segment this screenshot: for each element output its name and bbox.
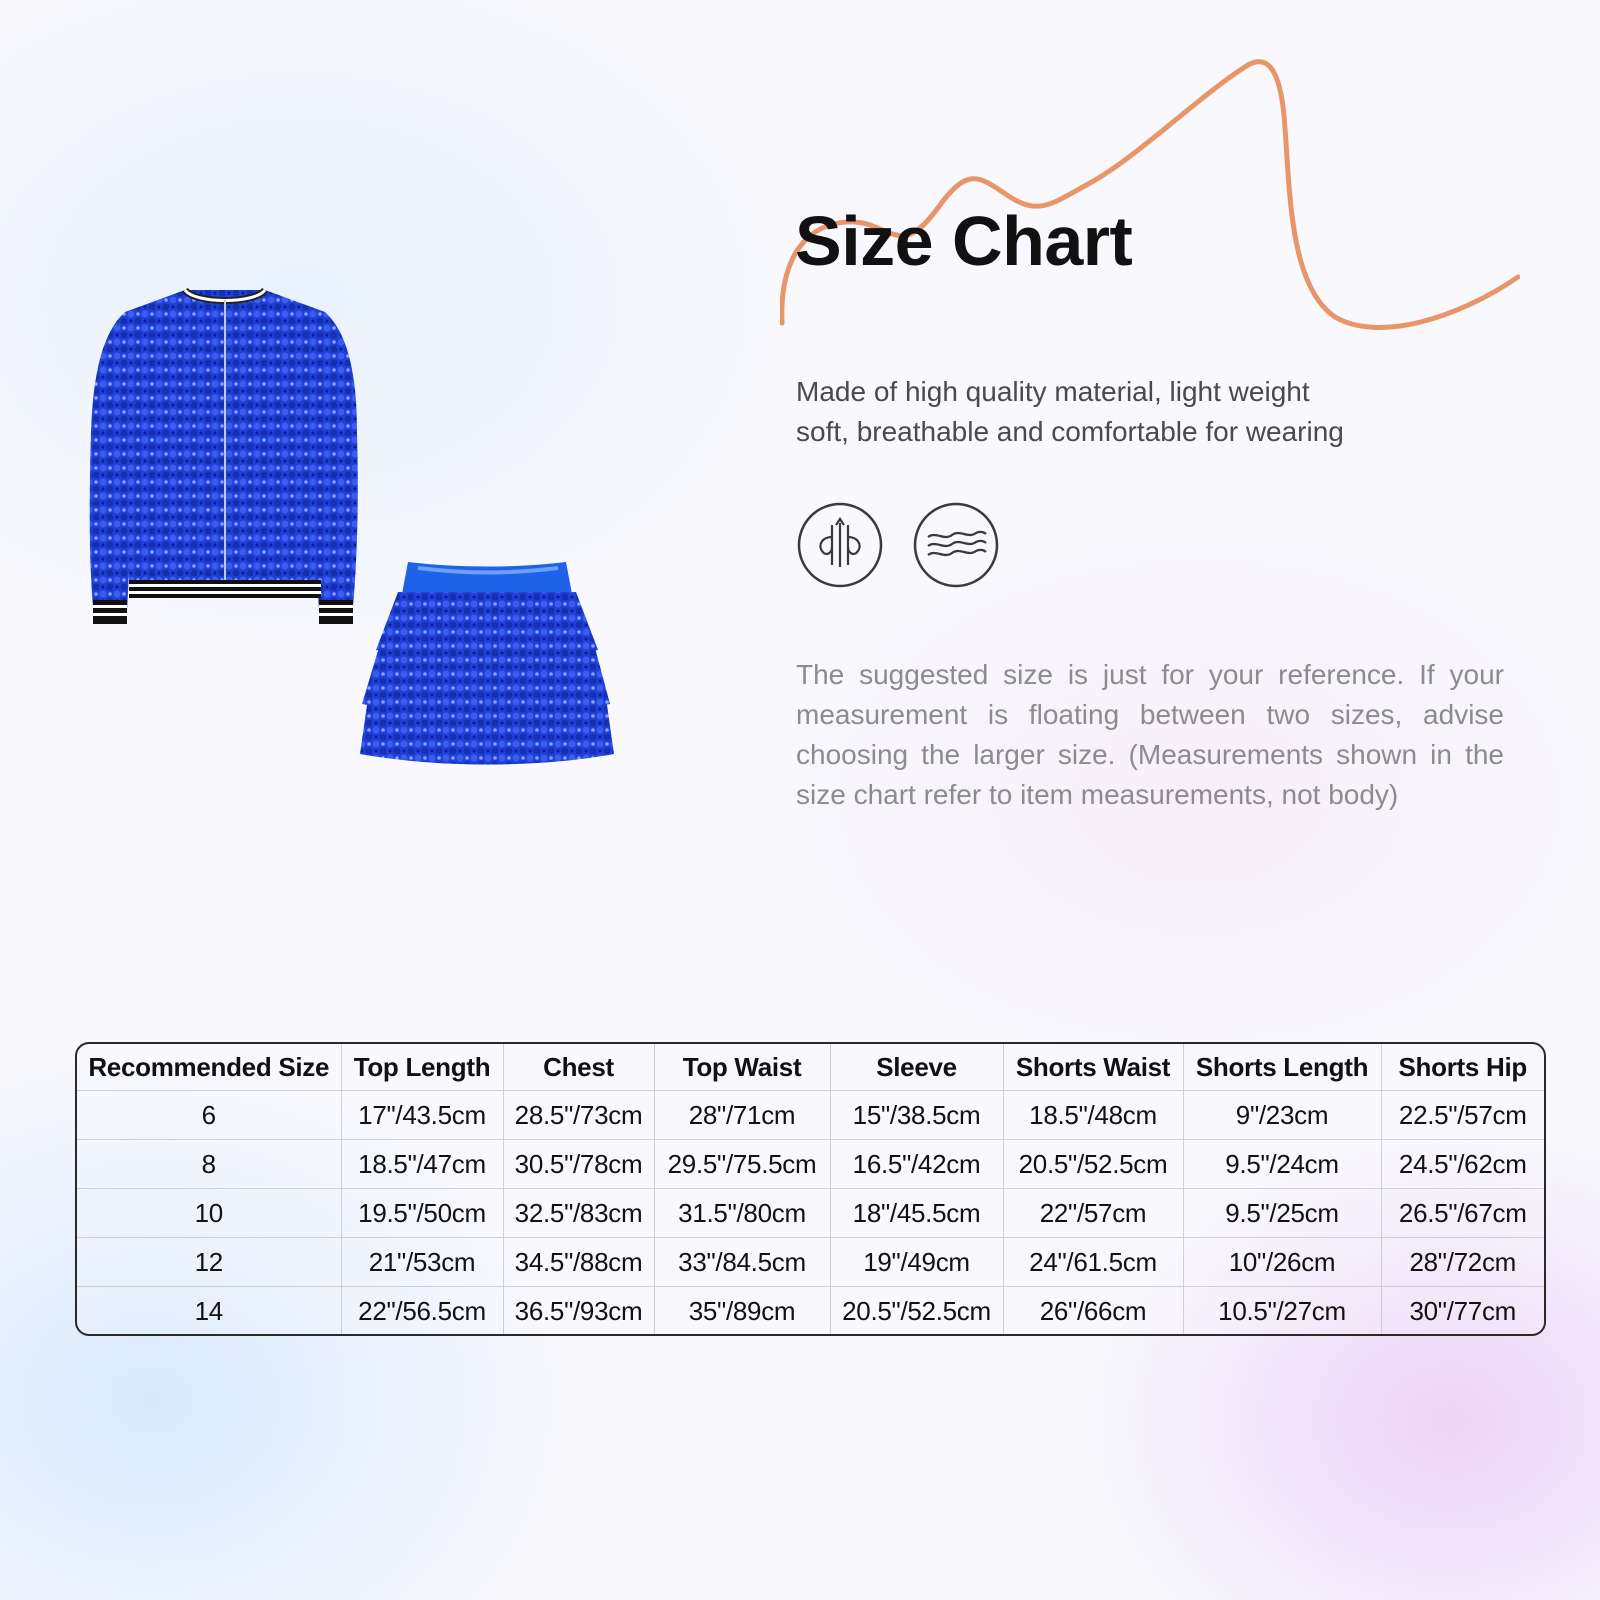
header-top-length: Top Length [341, 1044, 503, 1091]
soft-wave-icon [912, 501, 1000, 589]
header-top-waist: Top Waist [654, 1044, 830, 1091]
sequin-jacket-image [85, 282, 365, 642]
table-cell: 33"/84.5cm [654, 1238, 830, 1287]
table-row [77, 1140, 1544, 1189]
sequin-skirt-image [358, 558, 618, 768]
table-cell: 18"/45.5cm [830, 1189, 1003, 1238]
table-cell: 26.5"/67cm [1381, 1189, 1544, 1238]
table-cell: 22.5"/57cm [1381, 1091, 1544, 1140]
table-cell: 22"/57cm [1003, 1189, 1183, 1238]
table-row [77, 1287, 1544, 1336]
table-cell: 24"/61.5cm [1003, 1238, 1183, 1287]
table-cell: 17"/43.5cm [341, 1091, 503, 1140]
table-cell: 14 [77, 1287, 341, 1336]
table-cell: 20.5"/52.5cm [1003, 1140, 1183, 1189]
breathable-fabric-icon [796, 501, 884, 589]
table-cell: 8 [77, 1140, 341, 1189]
table-cell: 30.5"/78cm [503, 1140, 654, 1189]
header-recommended-size: Recommended Size [77, 1044, 341, 1091]
table-cell: 21"/53cm [341, 1238, 503, 1287]
table-cell: 19"/49cm [830, 1238, 1003, 1287]
header-shorts-length: Shorts Length [1183, 1044, 1381, 1091]
table-cell: 34.5"/88cm [503, 1238, 654, 1287]
table-cell: 15"/38.5cm [830, 1091, 1003, 1140]
table-cell: 18.5"/48cm [1003, 1091, 1183, 1140]
table-cell: 28"/72cm [1381, 1238, 1544, 1287]
table-cell: 6 [77, 1091, 341, 1140]
table-cell: 30"/77cm [1409, 1295, 1517, 1326]
table-cell: 10"/26cm [1183, 1238, 1381, 1287]
header-shorts-hip: Shorts Hip [1381, 1044, 1544, 1091]
size-reference-note: The suggested size is just for your reference. If your measurement is floating between two sizes, advise choosing the larger size. (Measurements shown in the size chart refer to item measurements, not body) [796, 659, 1504, 810]
table-row [77, 1189, 1544, 1238]
table-cell: 28.5"/73cm [503, 1091, 654, 1140]
table-cell: 22"/56.5cm [341, 1287, 503, 1336]
page-title: Size Chart [795, 202, 1133, 280]
table-cell: 31.5"/80cm [654, 1189, 830, 1238]
header-sleeve: Sleeve [830, 1044, 1003, 1091]
table-row [77, 1238, 1544, 1287]
table-cell: 24.5"/62cm [1381, 1140, 1544, 1189]
description-line-2: soft, breathable and comfortable for wearing [796, 416, 1344, 447]
table-cell: 28"/71cm [654, 1091, 830, 1140]
table-cell: 32.5"/83cm [503, 1189, 654, 1238]
product-description [796, 372, 1416, 452]
table-cell: 29.5"/75.5cm [654, 1140, 830, 1189]
table-cell: 9"/23cm [1183, 1091, 1381, 1140]
header-shorts-waist: Shorts Waist [1003, 1044, 1183, 1091]
table-row [77, 1091, 1544, 1140]
size-chart-table [75, 1042, 1546, 1336]
description-line-1: Made of high quality material, light weight [796, 376, 1310, 407]
table-cell: 20.5"/52.5cm [830, 1287, 1003, 1336]
table-cell: 12 [77, 1238, 341, 1287]
table-cell: 10 [77, 1189, 341, 1238]
decorative-curve [780, 55, 1520, 345]
table-cell: 36.5"/93cm [503, 1287, 654, 1336]
table-cell: 9.5"/25cm [1183, 1189, 1381, 1238]
table-cell: 16.5"/42cm [830, 1140, 1003, 1189]
table-cell: 18.5"/47cm [341, 1140, 503, 1189]
table-cell: 26"/66cm [1003, 1287, 1183, 1336]
table-cell: 10.5"/27cm [1183, 1287, 1381, 1336]
table-header-row [77, 1044, 1544, 1091]
table-cell: 9.5"/24cm [1183, 1140, 1381, 1189]
table-cell: 19.5"/50cm [341, 1189, 503, 1238]
header-chest: Chest [503, 1044, 654, 1091]
table-cell: 35"/89cm [654, 1287, 830, 1336]
